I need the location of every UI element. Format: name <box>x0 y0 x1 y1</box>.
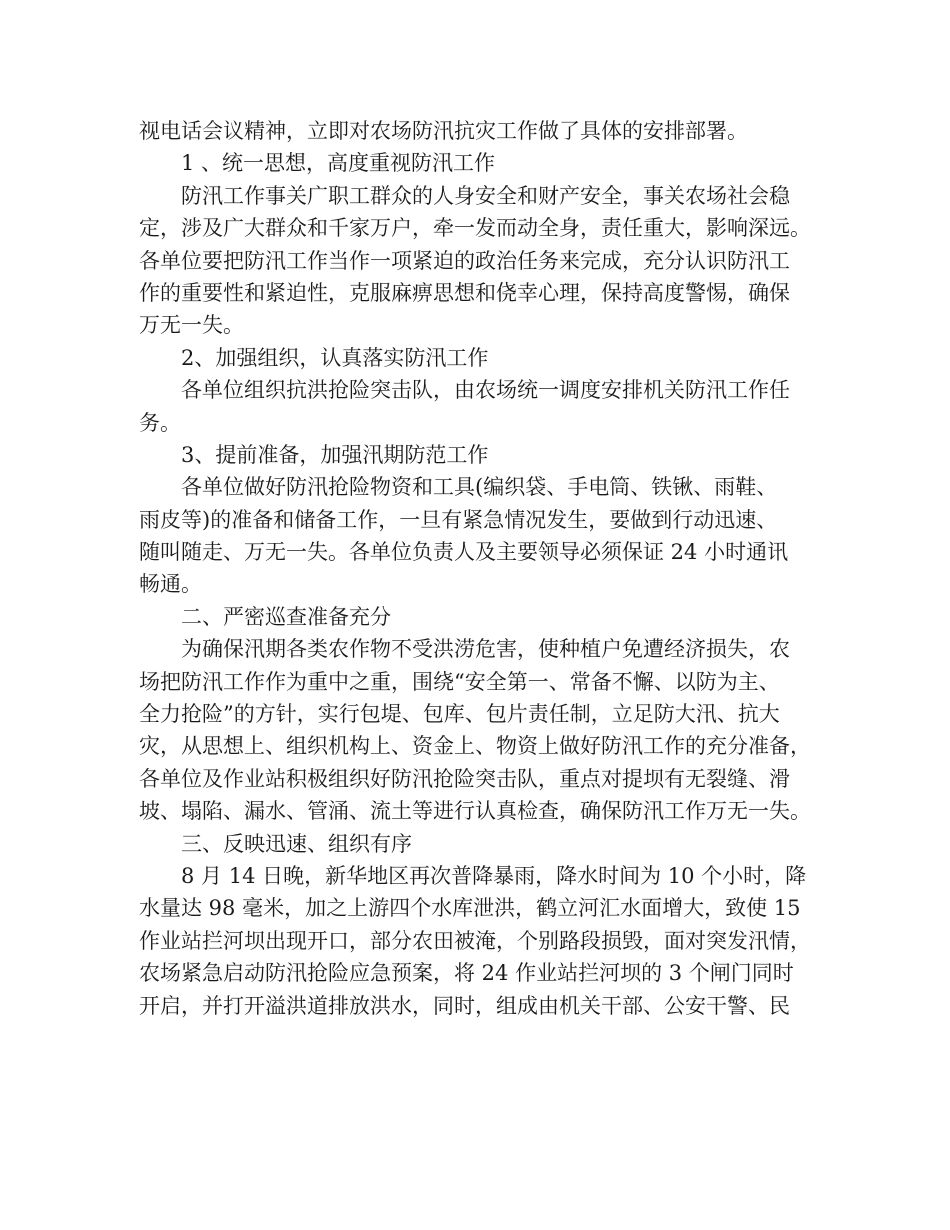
text-line: 灾，从思想上、组织机构上、资金上、物资上做好防汛工作的充分准备， <box>139 734 811 759</box>
text-line: 各单位组织抗洪抢险突击队，由农场统一调度安排机关防汛工作任 <box>181 378 790 403</box>
text-line: 场把防汛工作作为重中之重，围绕“安全第一、常备不懈、以防为主、 <box>139 669 780 694</box>
text-line: 定，涉及广大群众和千家万户，牵一发而动全身，责任重大，影响深远。 <box>139 216 811 241</box>
text-line: 万无一失。 <box>139 313 244 338</box>
text-line: 二、严密巡查准备充分 <box>181 604 391 629</box>
text-line: 开启，并打开溢洪道排放洪水，同时，组成由机关干部、公安干警、民 <box>139 993 790 1018</box>
text-line: 随叫随走、万无一失。各单位负责人及主要领导必须保证 24 小时通讯 <box>139 540 789 565</box>
text-line: 水量达 98 毫米，加之上游四个水库泄洪，鹤立河汇水面增大，致使 15 <box>139 896 801 921</box>
text-line: 雨皮等)的准备和储备工作，一旦有紧急情况发生，要做到行动迅速、 <box>139 507 778 532</box>
text-line: 畅通。 <box>139 572 202 597</box>
text-line: 3、提前准备，加强汛期防范工作 <box>181 442 489 467</box>
text-line: 为确保汛期各类农作物不受洪涝危害，使种植户免遭经济损失，农 <box>181 637 790 662</box>
document-body <box>139 115 819 1022</box>
text-line: 三、反映迅速、组织有序 <box>181 831 412 856</box>
text-line: 2、加强组织，认真落实防汛工作 <box>181 345 489 370</box>
text-line: 防汛工作事关广职工群众的人身安全和财产安全，事关农场社会稳 <box>181 183 790 208</box>
text-line: 视电话会议精神，立即对农场防汛抗灾工作做了具体的安排部署。 <box>139 119 748 143</box>
text-line: 农场紧急启动防汛抢险应急预案，将 24 作业站拦河坝的 3 个闸门同时 <box>139 961 794 986</box>
text-line: 作业站拦河坝出现开口，部分农田被淹，个别路段损毁，面对突发汛情， <box>139 928 811 953</box>
text-line: 各单位及作业站积极组织好防汛抢险突击队，重点对提坝有无裂缝、滑 <box>139 766 790 791</box>
text-line: 1 、统一思想，高度重视防汛工作 <box>181 151 496 176</box>
text-line: 作的重要性和紧迫性，克服麻痹思想和侥幸心理，保持高度警惕，确保 <box>139 280 790 305</box>
text-line: 各单位要把防汛工作当作一项紧迫的政治任务来完成，充分认识防汛工 <box>139 248 790 273</box>
text-line: 坡、塌陷、漏水、管涌、流土等进行认真检查，确保防汛工作万无一失。 <box>139 799 811 824</box>
text-line: 全力抢险”的方针，实行包堤、包库、包片责任制，立足防大汛、抗大 <box>139 702 780 727</box>
text-line: 各单位做好防汛抢险物资和工具(编织袋、手电筒、铁锹、雨鞋、 <box>181 475 778 500</box>
text-line: 8 月 14 日晚，新华地区再次普降暴雨，降水时间为 10 个小时，降 <box>181 863 807 888</box>
text-line: 务。 <box>139 410 181 435</box>
